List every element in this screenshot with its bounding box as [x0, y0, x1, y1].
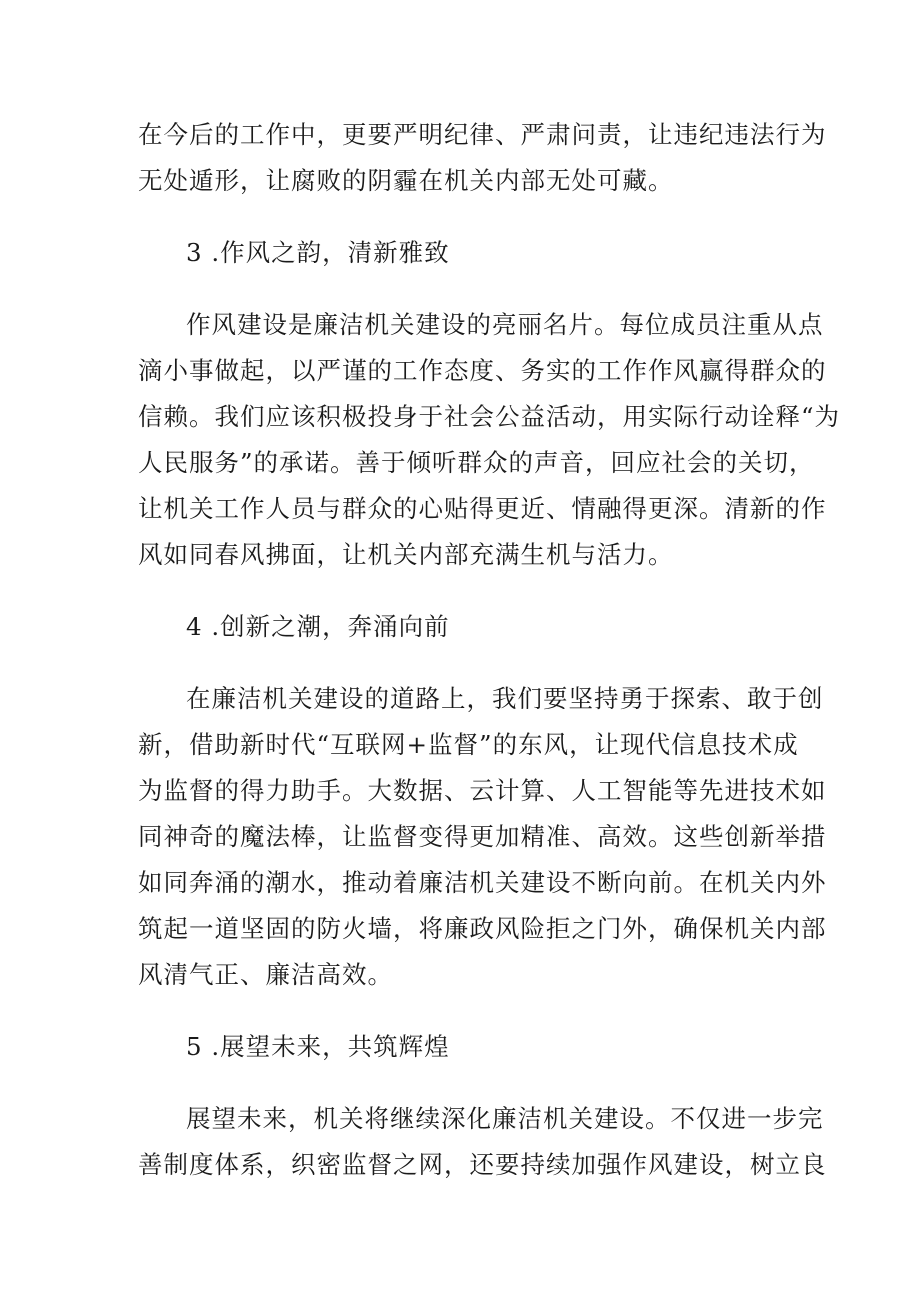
paragraph-line: 让机关工作人员与群众的心贴得更近、情融得更深。清新的作 [138, 494, 827, 523]
paragraph-line: 如同奔涌的潮水，推动着廉洁机关建设不断向前。在机关内外 [138, 868, 827, 897]
paragraph-line: 为监督的得力助手。大数据、云计算、人工智能等先进技术如 [138, 776, 827, 805]
paragraph-line: 展望未来，机关将继续深化廉洁机关建设。不仅进一步完 [186, 1104, 824, 1133]
document-body [138, 112, 841, 1214]
paragraph-line: 风清气正、廉洁高效。 [138, 960, 393, 989]
section-heading-4 [138, 604, 798, 650]
paragraph-line: 滴小事做起，以严谨的工作态度、务实的工作作风赢得群众的 [138, 356, 827, 385]
paragraph-line: 信赖。我们应该积极投身于社会公益活动，用实际行动诠释“为 [138, 402, 841, 431]
paragraph-line: 在廉洁机关建设的道路上，我们要坚持勇于探索、敢于创 [186, 684, 824, 713]
paragraph-line: 人民服务”的承诺。善于倾听群众的声音，回应社会的关切， [138, 448, 815, 477]
heading-text: 3 .作风之韵，清新雅致 [186, 238, 450, 267]
paragraph-line: 同神奇的魔法棒，让监督变得更加精准、高效。这些创新举措 [138, 822, 827, 851]
section-heading-5 [138, 1024, 798, 1070]
heading-text: 4 .创新之潮，奔涌向前 [186, 612, 450, 641]
paragraph-line: 在今后的工作中，更要严明纪律、严肃问责，让违纪违法行为 [138, 120, 827, 149]
paragraph-line: 无处遁形，让腐败的阴霾在机关内部无处可藏。 [138, 166, 674, 195]
paragraph-work-style [138, 302, 841, 578]
heading-text: 5 .展望未来，共筑辉煌 [186, 1032, 450, 1061]
paragraph-outlook [138, 1096, 827, 1188]
section-heading-3 [138, 230, 798, 276]
paragraph-line: 筑起一道坚固的防火墙，将廉政风险拒之门外，确保机关内部 [138, 914, 827, 943]
paragraph-line: 善制度体系，织密监督之网，还要持续加强作风建设，树立良 [138, 1150, 827, 1179]
paragraph-line: 作风建设是廉洁机关建设的亮丽名片。每位成员注重从点 [186, 310, 824, 339]
paragraph-discipline [138, 112, 827, 204]
paragraph-line: 风如同春风拂面，让机关内部充满生机与活力。 [138, 540, 674, 569]
paragraph-innovation [138, 676, 827, 998]
paragraph-line: 新，借助新时代“互联网+监督”的东风，让现代信息技术成 [138, 730, 799, 759]
